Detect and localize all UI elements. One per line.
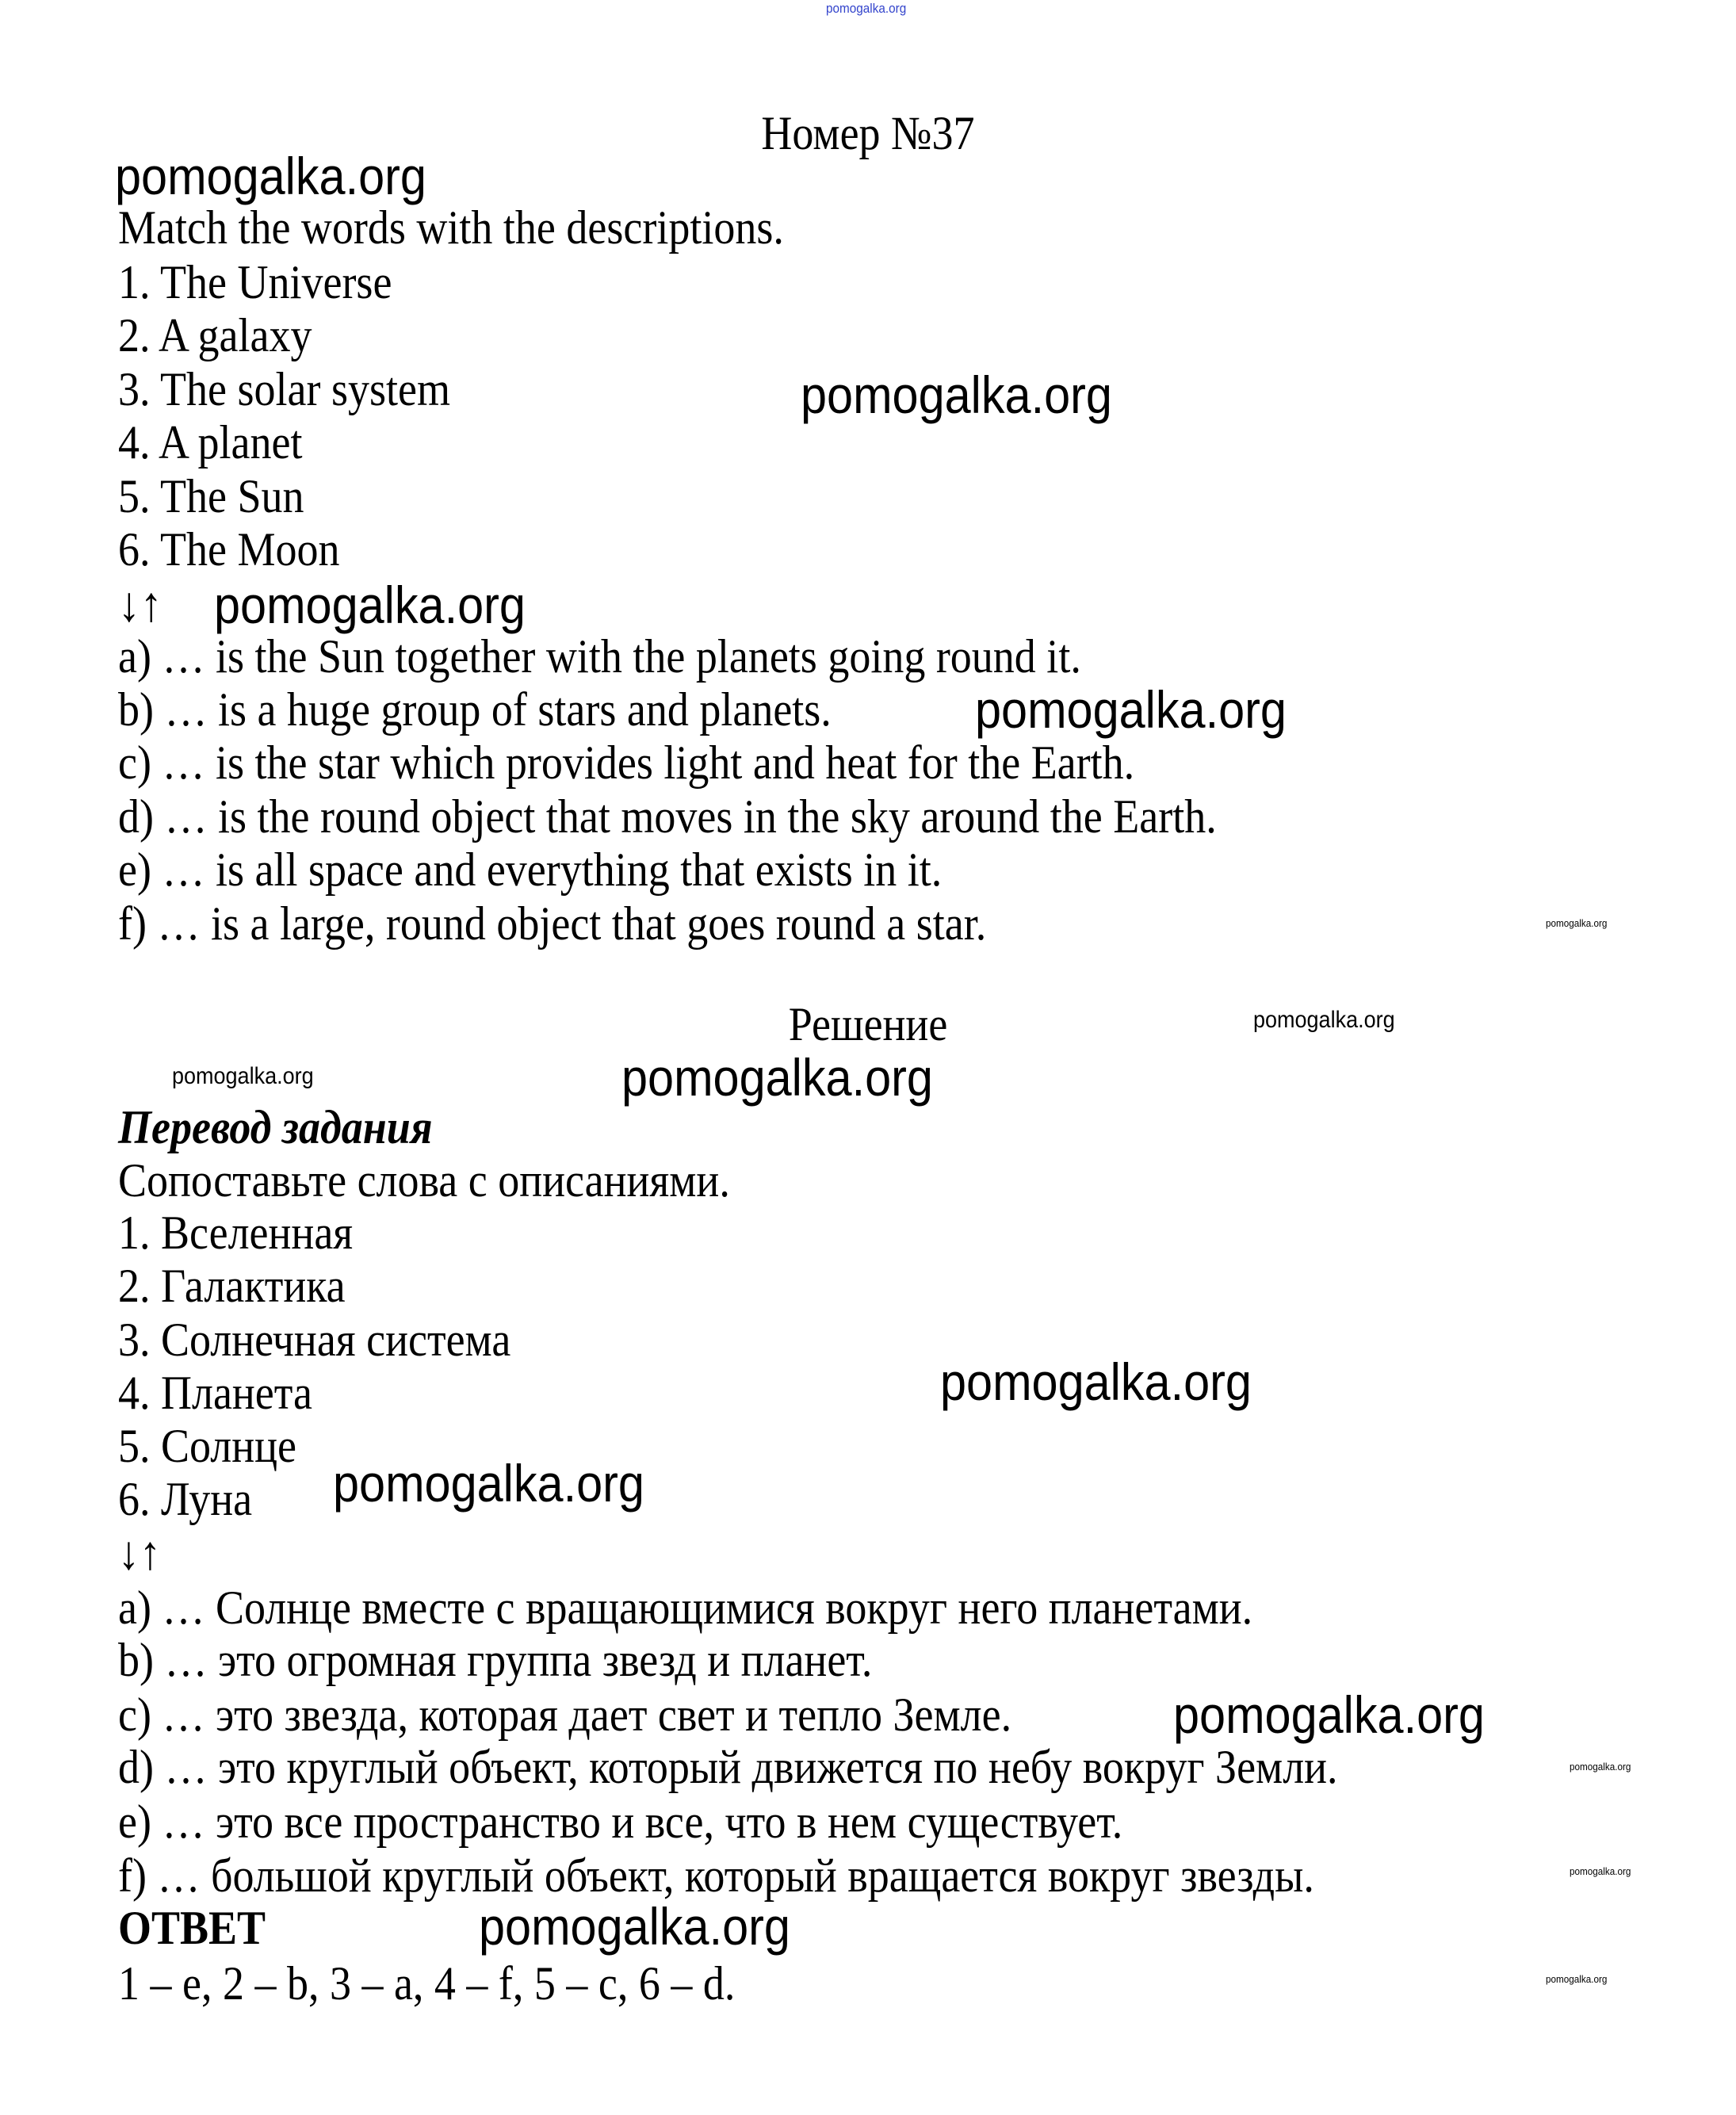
word-item: 3. The solar system — [118, 363, 450, 415]
word-item: 4. Планета — [118, 1367, 313, 1419]
translation-heading: Перевод задания — [118, 1101, 433, 1153]
description-item: d) … это круглый объект, который движется по небу вокруг Земли. — [118, 1741, 1338, 1793]
watermark: pomogalka.org — [172, 1063, 314, 1089]
word-item: 2. A galaxy — [118, 309, 312, 361]
word-item: 4. A planet — [118, 416, 303, 469]
description-item: c) … is the star which provides light and heat for the Earth. — [118, 736, 1135, 789]
watermark: pomogalka.org — [214, 576, 526, 634]
description-item: f) … is a large, round object that goes round a star. — [118, 897, 987, 950]
watermark: pomogalka.org — [975, 680, 1287, 739]
word-item: 1. The Universe — [118, 256, 392, 308]
watermark: pomogalka.org — [1173, 1685, 1485, 1744]
description-item: a) … is the Sun together with the planets going round it. — [118, 630, 1081, 683]
description-item: b) … is a huge group of stars and planets. — [118, 683, 832, 736]
watermark: pomogalka.org — [115, 147, 426, 205]
watermark: pomogalka.org — [1546, 917, 1608, 929]
watermark: pomogalka.org — [1570, 1761, 1631, 1773]
task-instruction: Match the words with the descriptions. — [118, 201, 784, 254]
watermark: pomogalka.org — [1253, 1007, 1395, 1033]
watermark: pomogalka.org — [1570, 1865, 1631, 1877]
description-item: d) … is the round object that moves in the sky around the Earth. — [118, 790, 1217, 843]
watermark: pomogalka.org — [1546, 1973, 1608, 1985]
word-item: 6. Луна — [118, 1473, 253, 1525]
description-item: e) … это все пространство и все, что в нем существует. — [118, 1796, 1123, 1848]
watermark: pomogalka.org — [333, 1454, 644, 1513]
watermark: pomogalka.org — [940, 1352, 1252, 1411]
description-item: e) … is all space and everything that exists in it. — [118, 843, 943, 896]
arrows: ↓↑ — [118, 578, 163, 632]
description-item: a) … Солнце вместе с вращающимися вокруг него планетами. — [118, 1581, 1253, 1634]
answer-heading: ОТВЕТ — [118, 1902, 266, 1954]
watermark: pomogalka.org — [801, 365, 1112, 424]
arrows: ↓↑ — [118, 1527, 161, 1579]
word-item: 2. Галактика — [118, 1260, 346, 1312]
word-item: 5. Солнце — [118, 1420, 297, 1472]
description-item: b) … это огромная группа звезд и планет. — [118, 1634, 873, 1686]
word-item: 6. The Moon — [118, 523, 340, 576]
watermark-top[interactable]: pomogalka.org — [826, 1, 907, 16]
description-item: f) … большой круглый объект, который вращается вокруг звезды. — [118, 1849, 1314, 1902]
word-item: 1. Вселенная — [118, 1207, 354, 1259]
word-item: 5. The Sun — [118, 470, 304, 522]
answer-text: 1 – e, 2 – b, 3 – a, 4 – f, 5 – c, 6 – d. — [118, 1957, 736, 2010]
watermark: pomogalka.org — [621, 1048, 933, 1107]
description-item: c) … это звезда, которая дает свет и тепло Земле. — [118, 1689, 1012, 1741]
translation-instruction: Сопоставьте слова с описаниями. — [118, 1154, 730, 1207]
watermark: pomogalka.org — [479, 1897, 790, 1956]
solution-heading: Решение — [788, 998, 948, 1050]
page-title: Номер №37 — [761, 107, 975, 159]
word-item: 3. Солнечная система — [118, 1314, 511, 1366]
